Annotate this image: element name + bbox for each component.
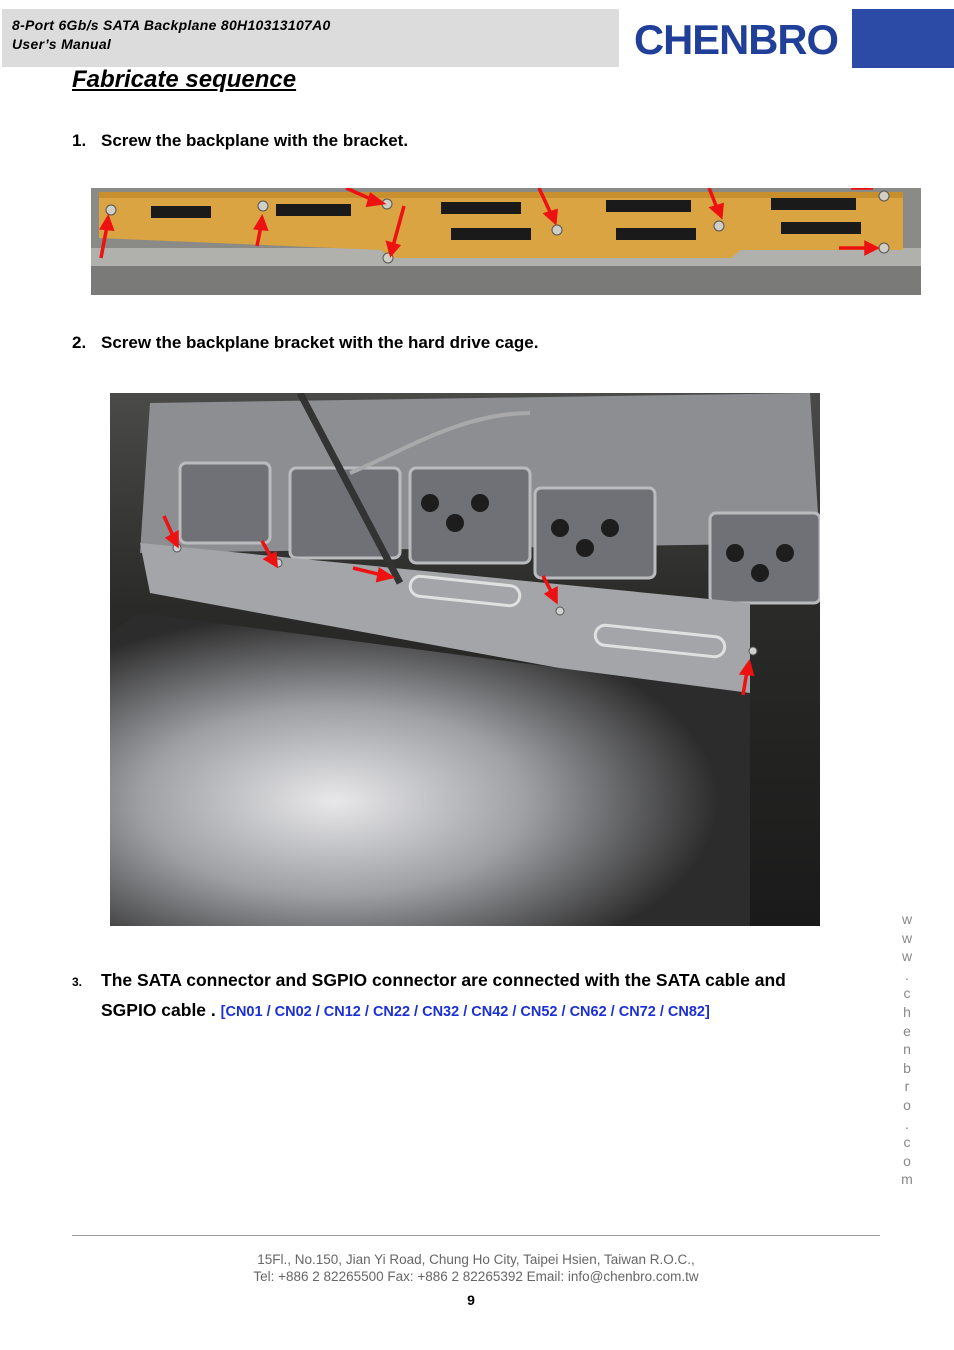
website-char: c	[903, 1134, 911, 1151]
website-char: w	[901, 911, 913, 927]
backplane-bracket-photo	[91, 188, 921, 295]
website-char: e	[903, 1022, 911, 1039]
website-char: c	[903, 985, 911, 1002]
footer-address: 15Fl., No.150, Jian Yi Road, Chung Ho City, Taipei Hsien, Taiwan R.O.C.,	[257, 1252, 695, 1267]
website-char: w	[901, 929, 913, 946]
step-number: 2.	[72, 333, 87, 352]
step-3	[72, 966, 872, 1026]
connector-refs: [CN01 / CN02 / CN12 / CN22 / CN32 / CN42 / CN52 / CN62 / CN72 / CN82]	[220, 1004, 710, 1020]
step-text-line2: SGPIO cable .	[101, 1000, 216, 1020]
step-1	[72, 131, 408, 151]
website-char: h	[903, 1003, 911, 1020]
svg-text:CHENBRO: CHENBRO	[634, 16, 838, 62]
website-char: .	[905, 966, 909, 983]
step-text-line1: The SATA connector and SGPIO connector are connected with the SATA cable and	[101, 970, 786, 990]
step-2	[72, 333, 538, 353]
website-char: .	[905, 1115, 909, 1132]
step-number: 3.	[72, 975, 83, 989]
website-char: w	[901, 948, 913, 965]
header-banner	[2, 9, 619, 67]
manual-title: User’s Manual	[12, 36, 112, 52]
website-vertical-text	[900, 910, 914, 1189]
footer-contact: Tel: +886 2 82265500 Fax: +886 2 82265392 Email: info@chenbro.com.tw	[253, 1269, 699, 1284]
section-title: Fabricate sequence	[72, 66, 297, 93]
website-char: b	[903, 1059, 911, 1076]
step-text: Screw the backplane with the bracket.	[101, 131, 409, 150]
chenbro-logo-mark	[632, 14, 842, 62]
step-text: Screw the backplane bracket with the hard drive cage.	[101, 333, 539, 352]
website-char: m	[901, 1171, 913, 1188]
product-title: 8-Port 6Gb/s SATA Backplane 80H10313107A0	[12, 17, 331, 33]
step-number: 1.	[72, 131, 87, 150]
footer-divider	[72, 1235, 880, 1236]
page-number: 9	[467, 1292, 475, 1308]
website-char: r	[904, 1078, 910, 1095]
header-color-block	[852, 9, 954, 68]
chenbro-logo	[632, 14, 842, 62]
drive-cage-photo	[110, 393, 820, 926]
website-char: o	[903, 1096, 911, 1113]
website-char: n	[903, 1041, 911, 1058]
website-char: o	[903, 1152, 911, 1169]
